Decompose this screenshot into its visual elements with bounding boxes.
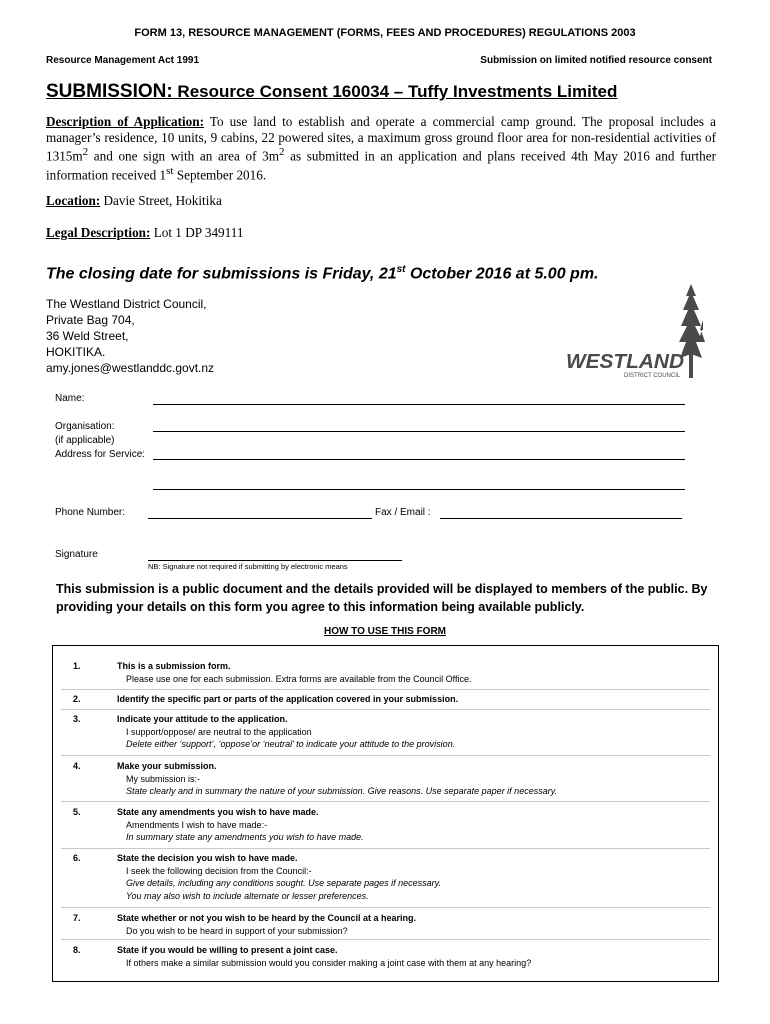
if-applicable-label: (if applicable) [55,435,115,446]
legal-description [46,225,243,241]
organisation-label: Organisation: [55,421,115,432]
divider [61,907,710,908]
signature-label: Signature [55,549,98,560]
signature-note: NB: Signature not required if submitting by electronic means [148,562,348,571]
address-field-line2[interactable] [153,489,685,490]
council-address: The Westland District Council, Private Bag 704, 36 Weld Street, HOKITIKA. amy.jones@westlanddc.govt.nz [46,297,215,375]
location-value: Davie Street, Hokitika [100,193,222,208]
divider [61,689,710,690]
divider [61,939,710,940]
fax-email-field[interactable] [440,518,682,519]
act-name: Resource Management Act 1991 [46,55,200,66]
divider [61,848,710,849]
how-to-title: HOW TO USE THIS FORM [323,626,447,637]
divider [61,801,710,802]
organisation-field[interactable] [153,431,685,432]
form-title: FORM 13, RESOURCE MANAGEMENT (FORMS, FEES AND PROCEDURES) REGULATIONS 2003 [134,27,636,39]
divider [61,709,710,710]
divider [61,755,710,756]
page-title [46,81,617,103]
address-label: Address for Service: [55,449,146,460]
closing-date: The closing date for submissions is Friday, 21st October 2016 at 5.00 pm. [46,264,599,283]
phone-field[interactable] [148,518,372,519]
title-prefix: SUBMISSION: [46,81,173,102]
location [46,193,222,209]
location-label: Location: [46,193,101,208]
logo-wordmark: WESTLAND [566,351,684,373]
address-field[interactable] [153,459,685,460]
description-label: Description of Application: [46,114,204,129]
name-field[interactable] [153,404,685,405]
council-email[interactable]: amy.jones@westlanddc.govt.nz [46,361,215,375]
name-label: Name: [55,393,85,404]
fax-email-label: Fax / Email : [375,507,431,518]
how-to-box: 1. This is a submission form. Please use one for each submission. Extra forms are available from the Council Office. 2. Identify the specific part or parts of the application covered in your submission. 3. Indicate your attitude to the application. I support/oppose/ are neutral to the application Delete either ‘support’, ‘oppose’or ‘neutral’ to indicate your attitude to the provision. 4. Make your submission. My submission is:- State clearly and in summary the nature of your submission. Give reasons. Use separate paper if necessary. 5. State any amendments you wish to have made. Amendments I wish to have made:- In summary state any amendments you wish to have made. 6. State the decision you wish to have made. I seek the following decision from the Council:- Give details, including any conditions sought. Use separate pages if necessary. You may also wish to include alternate or lesser preferences. 7. State whether or not you wish to be heard by the Council at a hearing. Do you wish to be heard in support of your submission? 8. State if you would be willing to present a joint case. If others make a similar submission would you consider making a joint case with them at any hearing? [52,645,719,982]
phone-label: Phone Number: [55,507,126,518]
description-of-application: Description of Application: To use land to establish and operate a commercial camp ground. The proposal includes a manager’s residence, 10 units, 9 cabins, 22 powered sites, a maximum gross ground floor area for non-residential activities of $1315m^2$ and one sign with an area of $3m^2$ as submitted in an application and plans received 4th May 2016 and further information received 1st September 2016. [46,114,716,183]
legal-value: Lot 1 DP 349111 [150,225,244,240]
public-notice: This submission is a public document and the details provided will be displayed to members of the public. By providing your details on this form you agree to this information being available publicly. [56,582,708,614]
signature-field[interactable] [148,560,402,561]
westland-logo [560,280,710,380]
legal-label: Legal Description: [46,225,151,240]
submission-type: Submission on limited notified resource consent [480,55,712,66]
logo-subtitle: DISTRICT COUNCIL [624,373,681,379]
title-rest: Resource Consent 160034 – Tuffy Investments Limited [172,82,618,101]
